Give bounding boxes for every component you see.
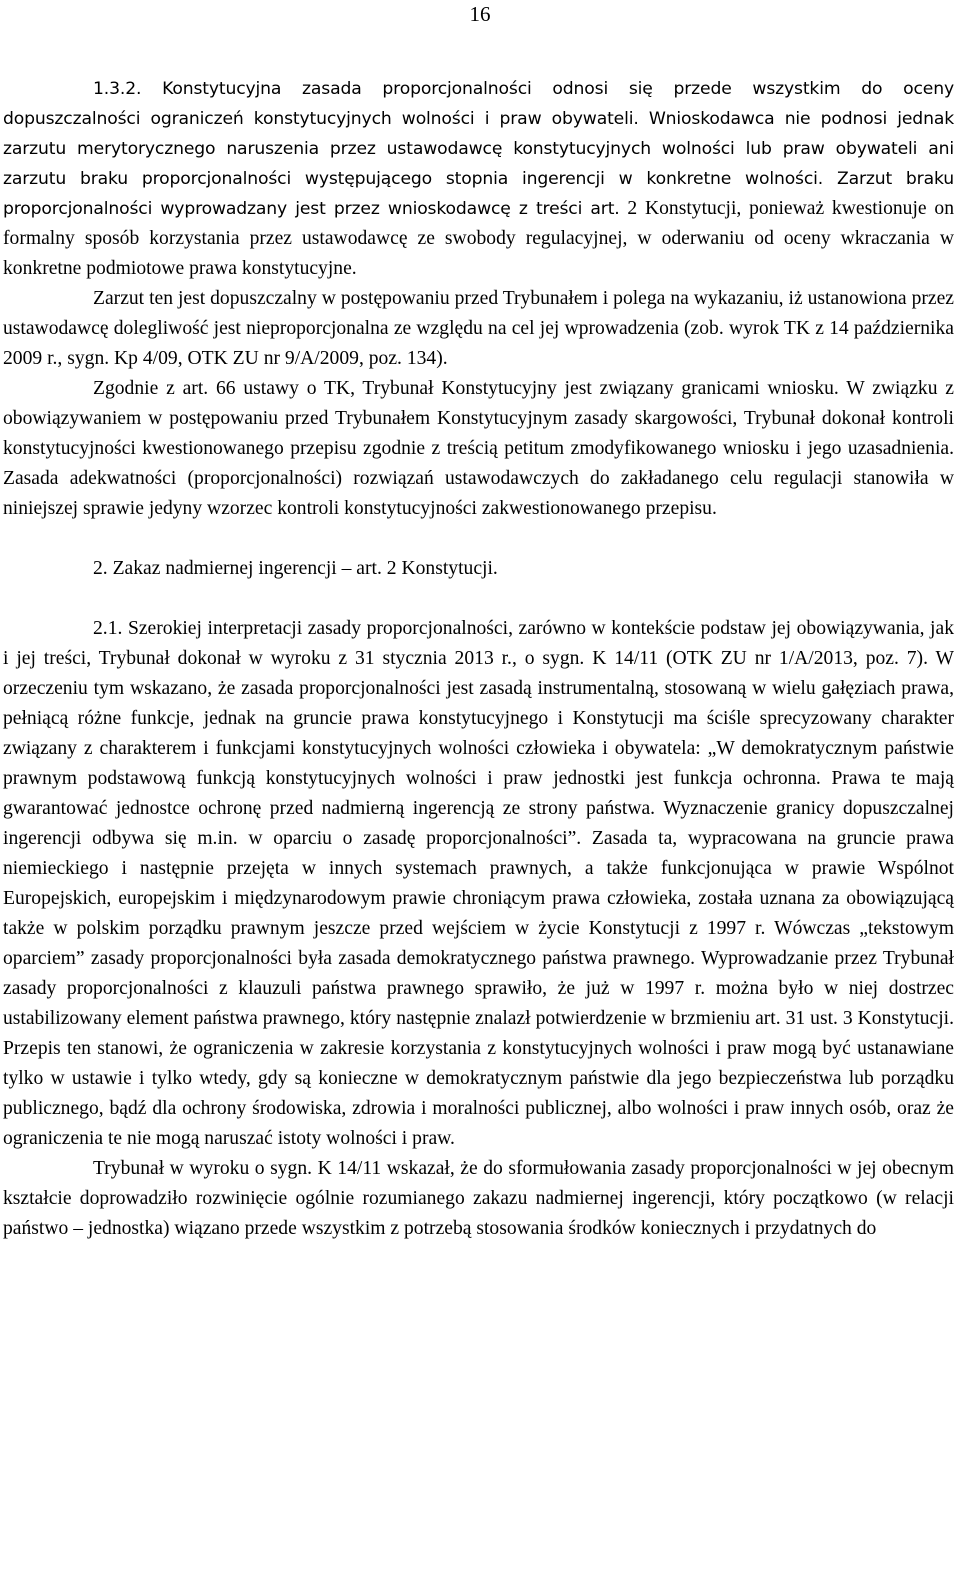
section-heading: 2. Zakaz nadmiernej ingerencji – art. 2 Konstytucji. [93, 558, 498, 579]
paragraph-1-3-2 [3, 74, 954, 284]
paragraph-1-3-2-tail: 2 Konstytucji, ponieważ kwestionuje on formalny sposób korzystania przez ustawodawcę ze swobody regulacyjnej, w oderwaniu od oceny wkraczania w konkretne podmiotowe prawa konstytucyjne. [3, 198, 954, 279]
paragraph-zgodnie: Zgodnie z art. 66 ustawy o TK, Trybunał Konstytucyjny jest związany granicami wniosku. W związku z obowiązywaniem w postępowaniu przed Trybunałem Konstytucyjnym zasady skargowości, Trybunał dokonał kontroli konstytucyjności kwestionowanego przepisu zgodnie z treścią petitum zmodyfikowanego wniosku i jego uzasadnienia. Zasada adekwatności (proporcjonalności) rozwiązań ustawodawczych do zakładanego celu regulacji stanowiła w niniejszej sprawie jedyny wzorzec kontroli konstytucyjności zakwestionowanego przepisu. [3, 378, 954, 519]
spacer [3, 584, 954, 614]
paragraph-zarzut: Zarzut ten jest dopuszczalny w postępowaniu przed Trybunałem i polega na wykazaniu, iż ustanowiona przez ustawodawcę dolegliwość jest nieproporcjonalna ze względu na cel jej wprowadzenia (zob. wyrok TK z 14 października 2009 r., sygn. Kp 4/09, OTK ZU nr 9/A/2009, poz. 134). [3, 288, 954, 369]
paragraph-1-3-2-main: 1.3.2. Konstytucyjna zasada proporcjonalności odnosi się przede wszystkim do oceny dopuszczalności ograniczeń konstytucyjnych wolności i praw obywateli. Wnioskodawca nie podnosi jednak zarzutu merytorycznego naruszenia przez ustawodawcę konstytucyjnych wolności lub praw obywateli ani zarzutu braku proporcjonalności występującego stopnia ingerencji w konkretne wolności. Zarzut braku proporcjonalności wyprowadzany jest przez wnioskodawcę z treści art. [3, 79, 954, 219]
spacer [3, 524, 954, 554]
paragraph-trybunal: Trybunał w wyroku o sygn. K 14/11 wskazał, że do sformułowania zasady proporcjonalności w jej obecnym kształcie doprowadziło rozwinięcie ogólnie rozumianego zakazu nadmiernej ingerencji, który początkowo (w relacji państwo – jednostka) wiązano przede wszystkim z potrzebą stosowania środków koniecznych i przydatnych do [3, 1158, 954, 1239]
document-body [3, 74, 954, 1244]
page-number: 16 [469, 2, 491, 26]
paragraph-2-1: 2.1. Szerokiej interpretacji zasady proporcjonalności, zarówno w kontekście podstaw jej obowiązywania, jak i jej treści, Trybunał dokonał w wyroku z 31 stycznia 2013 r., o sygn. K 14/11 (OTK ZU nr 1/A/2013, poz. 7). W orzeczeniu tym wskazano, że zasada proporcjonalności jest zasadą instrumentalną, stosowaną w wielu gałęziach prawa, pełniącą różne funkcje, jednak na gruncie prawa konstytucyjnego i Konstytucji ma ściśle sprecyzowany charakter związany z charakterem i funkcjami konstytucyjnych wolności człowieka i obywatela: „W demokratycznym państwie prawnym podstawową funkcją konstytucyjnych wolności i praw jednostki jest funkcja ochronna. Prawa te mają gwarantować jednostce ochronę przed nadmierną ingerencją ze strony państwa. Wyznaczenie granicy dopuszczalnej ingerencji odbywa się m.in. w oparciu o zasadę proporcjonalności”. Zasada ta, wypracowana na gruncie prawa niemieckiego i następnie przejęta w innych systemach prawnych, a także funkcjonująca w prawie Wspólnot Europejskich, europejskim i międzynarodowym prawie chroniącym prawa człowieka, została uznana za obowiązującą także w polskim porządku prawnym jeszcze przed wejściem w życie Konstytucji z 1997 r. Wówczas „tekstowym oparciem” zasady proporcjonalności była zasada demokratycznego państwa prawnego. Wyprowadzanie przez Trybunał zasady proporcjonalności z klauzuli państwa prawnego sprawiło, że już w 1997 r. można było w niej dostrzec ustabilizowany element państwa prawnego, który następnie znalazł potwierdzenie w brzmieniu art. 31 ust. 3 Konstytucji. Przepis ten stanowi, że ograniczenia w zakresie korzystania z konstytucyjnych wolności i praw mogą być ustanawiane tylko w ustawie i tylko wtedy, gdy są konieczne w demokratycznym państwie dla jego bezpieczeństwa lub porządku publicznego, bądź dla ochrony środowiska, zdrowia i moralności publicznej, albo wolności i praw innych osób, oraz że ograniczenia te nie mogą naruszać istoty wolności i praw. [3, 618, 954, 1149]
